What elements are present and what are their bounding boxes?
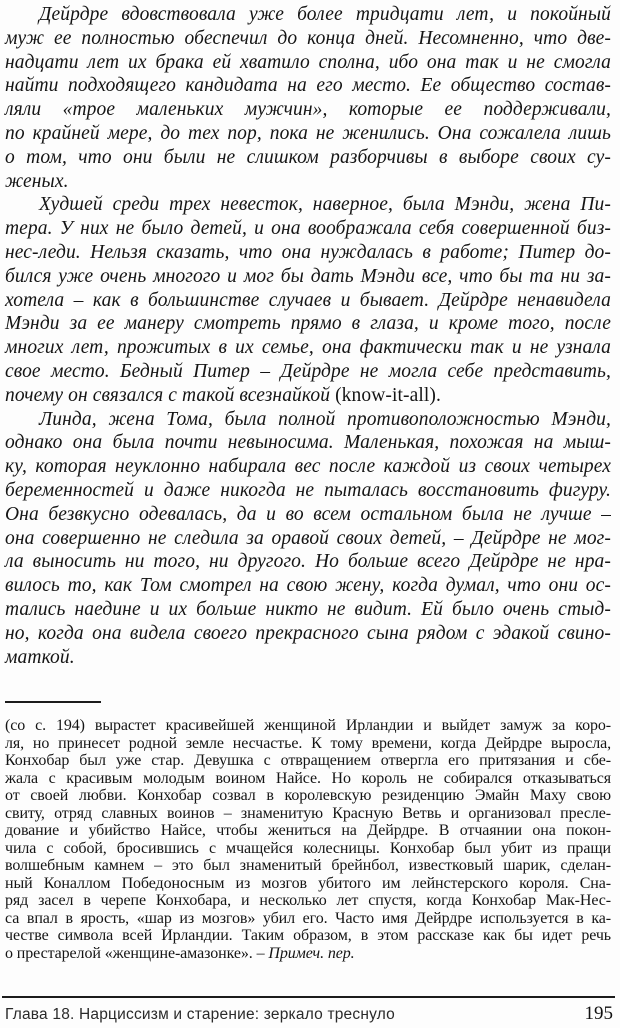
text-line: муж ее полностью обеспечил до конца дней. Несомненно, что две-	[5, 27, 611, 49]
text-line: но, когда она видела своего прекрасного сына рядом с эдакой свино-	[5, 622, 611, 644]
text-line: волшебным камнем – это был знаменитый брейнбол, известковый шарик, сделан-	[5, 857, 611, 874]
text-line: са впал в ярость, «шар из мозгов» убил его. Часто имя Дейрдре используется в ка-	[5, 909, 611, 927]
page-number: 195	[584, 1003, 613, 1024]
text-line: тались наедине и их больше никто не видит. Ей было очень стыд-	[5, 598, 611, 620]
text-line: она совершенно не следила за оравой своих детей, – Дейрдре не мог-	[5, 527, 611, 549]
text-line: Линда, жена Тома, была полной противоположностью Мэнди,	[39, 408, 611, 430]
running-footer-chapter-title: Глава 18. Нарциссизм и старение: зеркало треснуло	[5, 1006, 395, 1023]
footer-row	[2, 1003, 615, 1025]
styled-span: Примеч. пер.	[268, 944, 355, 962]
text-line: свое место. Бедный Питер – Дейрдре не могла себе представить,	[5, 360, 611, 382]
text-line: ля, но принесет родной земле несчастье. К тому времени, когда Дейрдре выросла,	[5, 734, 611, 752]
paragraph-1	[5, 3, 611, 193]
page-footer	[2, 996, 615, 1025]
text-line: хотела – как в большинстве случаев и бывает. Дейрдре ненавидела	[5, 289, 611, 311]
text-line: дование и убийство Найсе, чтобы жениться на Дейрдре. В отчаянии она покон-	[5, 822, 611, 839]
text-line: вилось то, как Том смотрел на свою жену, когда думал, что они ос-	[5, 575, 611, 597]
text-line: нес-леди. Нельзя сказать, что она нуждалась в работе; Питер до-	[5, 241, 611, 263]
paragraph-3	[5, 408, 611, 670]
text-line: (со с. 194) вырастет красивейшей женщиной Ирландии и выйдет замуж за коро-	[5, 717, 611, 734]
text-line: свиту, отряд славных воинов – знаменитую Красную Ветвь и организовал пресле-	[5, 804, 611, 822]
text-line: ла выносить ни того, ни другого. Но больше всего Дейрдре не нра-	[5, 551, 611, 573]
text-line: ный Коналлом Победоносным из мозгов убитого им лейнстерского короля. Сна-	[5, 874, 611, 892]
text-line: Худшей среди трех невесток, наверное, была Мэнди, жена Пи-	[39, 194, 611, 216]
text-line: однако она была почти невыносима. Маленькая, похожая на мыш-	[5, 432, 611, 454]
text-line: ляли «трое маленьких мужчин», которые ее поддерживали,	[5, 99, 611, 121]
text-line: женых.	[5, 170, 69, 192]
text-line: честве символа всей Ирландии. Таким образом, в этом рассказе как бы идет речь	[5, 927, 611, 944]
text-line: Дейрдре вдовствовала уже более тридцати лет, и покойный	[39, 4, 611, 25]
text-line: надцати лет их брака ей хватило сполна, ибо она так и не смогла	[5, 51, 611, 73]
text-line: Конхобар был уже стар. Девушка с отвращением отвергла его притязания и сбе-	[5, 752, 611, 769]
text-line: Мэнди за ее манеру смотреть прямо в глаза, и кроме того, после	[5, 313, 611, 335]
text-line: найти подходящего кандидата на его место. Ее общество состав-	[5, 75, 611, 97]
footnote-section	[5, 701, 611, 962]
text-line: почему он связался с такой всезнайкой (know-it-all).	[5, 384, 441, 406]
text-line: беременностей и даже никогда не пыталась восстановить фигуру.	[5, 479, 611, 501]
text-line: ряд засел в черепе Конхобара, и несколько лет спустя, когда Конхобар Мак-Нес-	[5, 892, 611, 909]
styled-span: (know-it-all).	[335, 384, 441, 406]
text-line: о престарелой «женщине-амазонке». – Примеч. пер.	[5, 944, 355, 962]
footer-rule	[2, 996, 615, 998]
footnote-text	[5, 717, 611, 962]
main-text	[5, 3, 611, 669]
text-line: по крайней мере, до тех пор, пока не женились. Она сожалела лишь	[5, 122, 611, 144]
text-line: от своей любви. Конхобар созвал в королевскую резиденцию Эмайн Маху свою	[5, 787, 611, 804]
text-line: о том, что они были не слишком разборчивы в выборе своих су-	[5, 146, 611, 168]
text-line: жала с красивым молодым воином Найсе. Но король не собирался отказываться	[5, 769, 611, 787]
text-line: ку, которая неуклонно набирала вес после каждой из своих четырех	[5, 456, 611, 478]
text-line: маткой.	[5, 646, 75, 668]
text-line: тера. У них не было детей, и она воображала себя совершенной биз-	[5, 218, 611, 240]
footnote-separator-rule	[5, 701, 101, 703]
text-line: чила с собой, бросившись с мчащейся колесницы. Конхобар был убит из пращи	[5, 839, 611, 857]
text-line: Она безвкусно одевалась, да и во всем остальном была не лучше –	[5, 503, 611, 525]
text-line: бился уже очень многого и мог бы дать Мэнди все, что бы та ни за-	[5, 265, 611, 287]
text-line: многих лет, прожитых в их семье, она фактически так и не узнала	[5, 337, 611, 359]
paragraph-2	[5, 193, 611, 407]
